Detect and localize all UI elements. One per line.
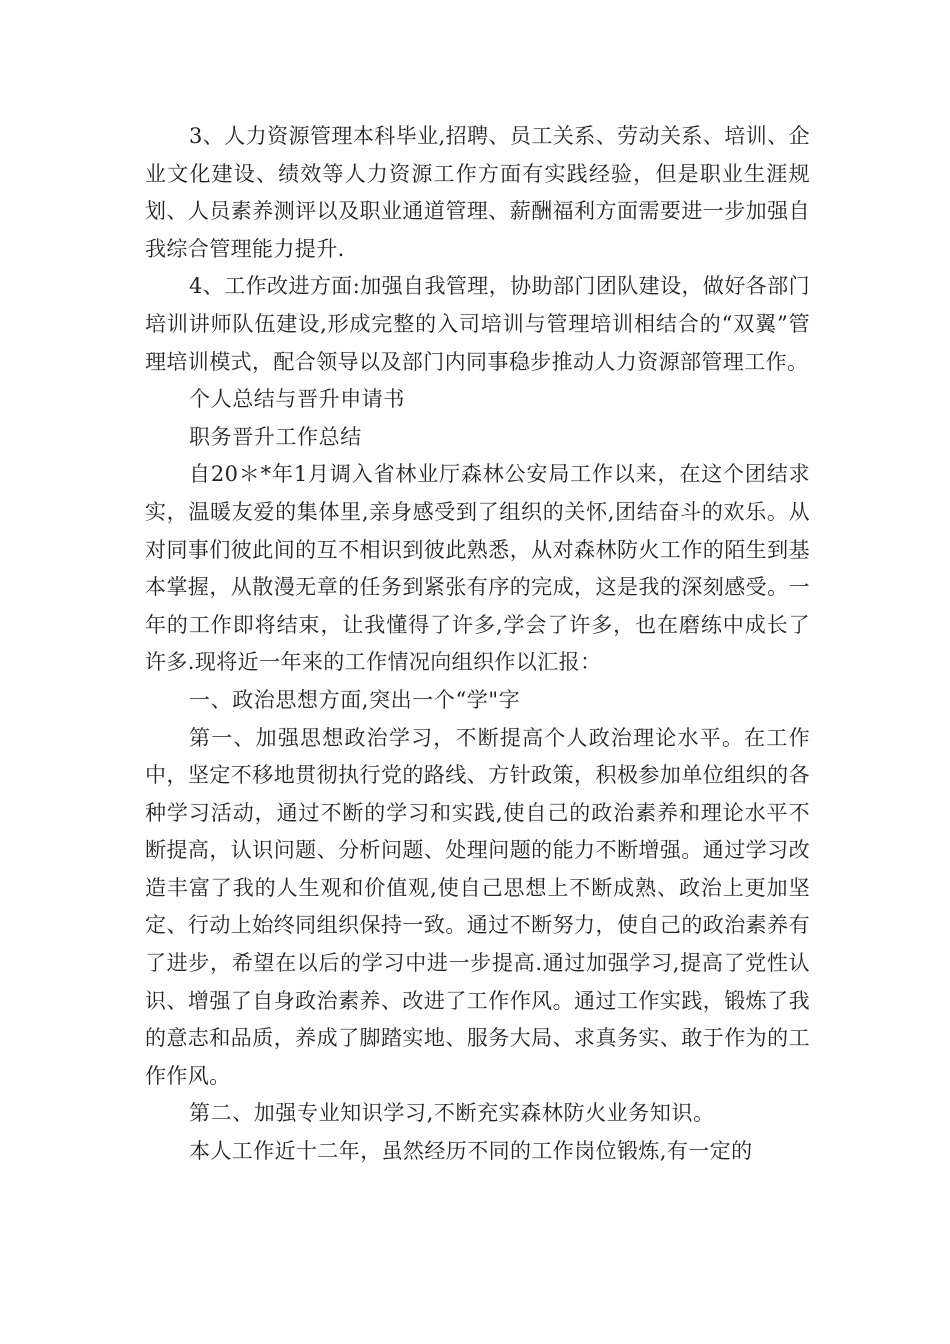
paragraph-hr-background: 3、人力资源管理本科毕业,招聘、员工关系、劳动关系、培训、企业文化建设、绩效等人力资源工作方面有实践经验，但是职业生涯规划、人员素养测评以及职业通道管理、薪酬福利方面需要进一步加强自我综合管理能力提升. xyxy=(145,124,810,261)
document-body xyxy=(145,118,810,1171)
paragraph-political-study: 第一、加强思想政治学习，不断提高个人政治理论水平。在工作中，坚定不移地贯彻执行党的路线、方针政策，积极参加单位组织的各种学习活动，通过不断的学习和实践,使自己的政治素养和理论水平不断提高，认识问题、分析问题、处理问题的能力不断增强。通过学习改造丰富了我的人生观和价值观,使自己思想上不断成熟、政治上更加坚定、行动上始终同组织保持一致。通过不断努力，使自己的政治素养有了进步，希望在以后的学习中进一步提高.通过加强学习,提高了党性认识、增强了自身政治素养、改进了工作作风。通过工作实践，锻炼了我的意志和品质，养成了脚踏实地、服务大局、求真务实、敢于作为的工作作风。 xyxy=(145,725,810,1088)
paragraph-introduction: 自20＊*年1月调入省林业厅森林公安局工作以来，在这个团结求实，温暖友爱的集体里,亲身感受到了组织的关怀,团结奋斗的欢乐。从对同事们彼此间的互不相识到彼此熟悉，从对森林防火工作的陌生到基本掌握，从散漫无章的任务到紧张有序的完成，这是我的深刻感受。一年的工作即将结束，让我懂得了许多,学会了许多，也在磨练中成长了许多.现将近一年来的工作情况向组织作以汇报： xyxy=(145,462,810,675)
paragraph-work-improvement: 4、工作改进方面:加强自我管理，协助部门团队建设，做好各部门培训讲师队伍建设,形成完整的入司培训与管理培训相结合的“双翼”管理培训模式，配合领导以及部门内同事稳步推动人力资源部管理工作。 xyxy=(145,274,810,374)
heading-political-thought: 一、政治思想方面,突出一个“学"字 xyxy=(189,687,521,712)
heading-personal-summary: 个人总结与晋升申请书 xyxy=(189,387,405,412)
paragraph-professional-study: 第二、加强专业知识学习,不断充实森林防火业务知识。 xyxy=(189,1101,715,1126)
paragraph-work-experience: 本人工作近十二年，虽然经历不同的工作岗位锻炼,有一定的 xyxy=(189,1139,753,1164)
heading-promotion-summary: 职务晋升工作总结 xyxy=(189,424,362,449)
